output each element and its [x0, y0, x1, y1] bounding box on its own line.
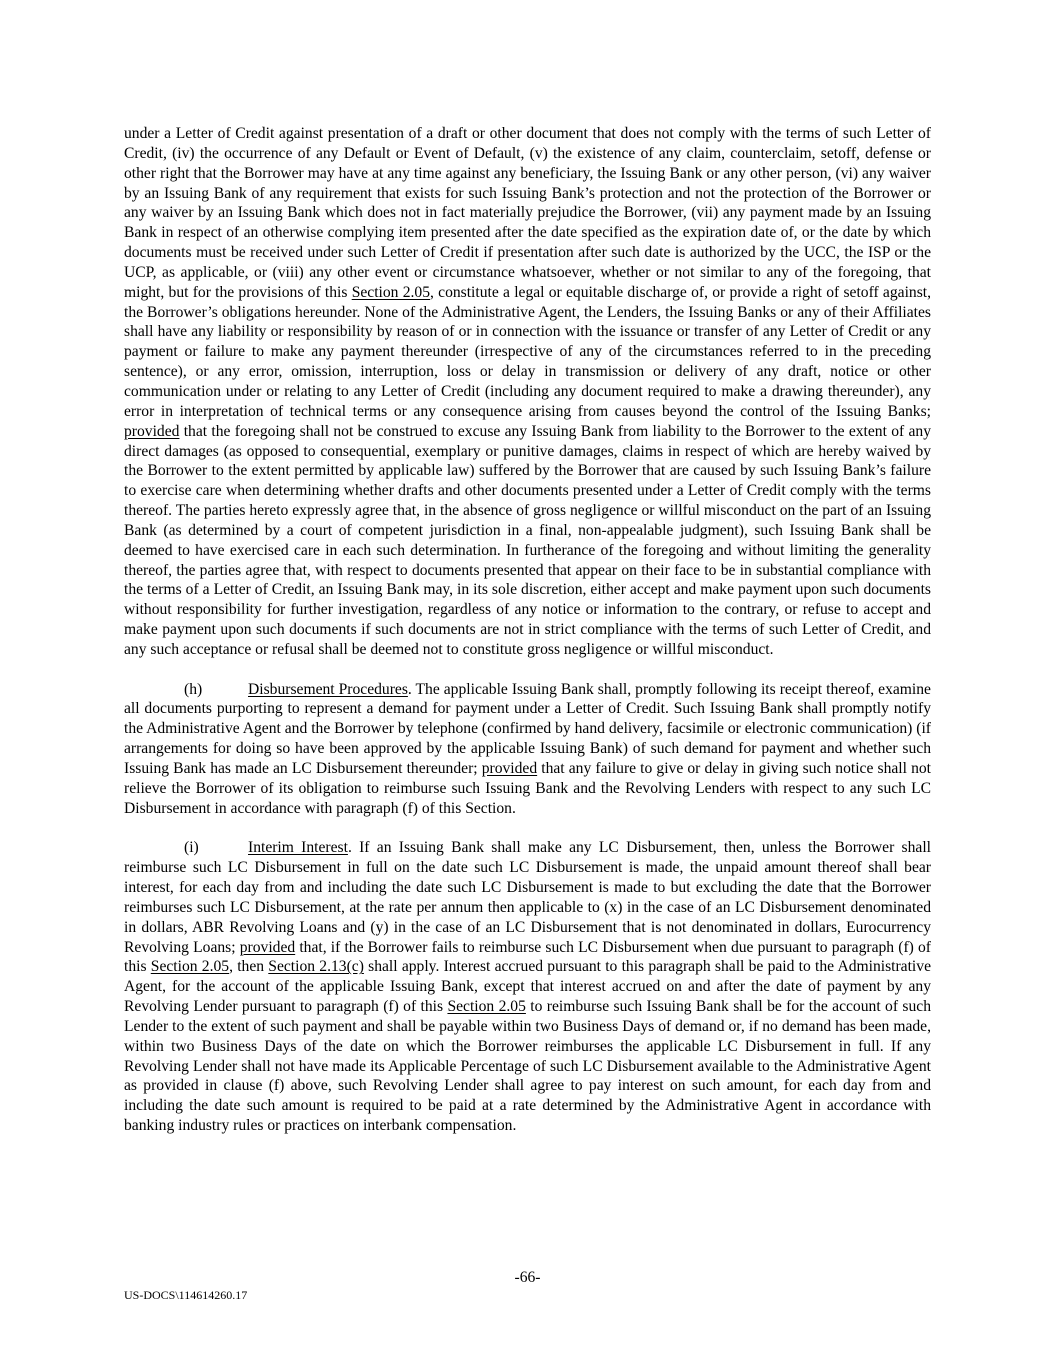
provided-term: provided — [124, 422, 180, 440]
section-reference: Section 2.13(c) — [268, 958, 364, 976]
paragraph-i: (i) Interim Interest. If an Issuing Bank shall make any LC Disbursement, then, unless the Borrower shall reimburse such LC Disbursement in full on the date such LC Disbursement is made, the unpaid amount thereof shall bear interest, for each day from and including the date such LC Disbursement is made to but excluding the date that the Borrower reimburses such LC Disbursement, at the rate per annum then applicable to (x) in the case of an LC Disbursement denominated in dollars, ABR Revolving Loans and (y) in the case of an LC Disbursement that is not denominated in dollars, Eurocurrency Revolving Loans; provided that, if the Borrower fails to reimburse such LC Disbursement when due pursuant to paragraph (f) of this Section 2.05, then Section 2.13(c) shall apply. Interest accrued pursuant to this paragraph shall be paid to the Administrative Agent, for the account of the applicable Issuing Bank, except that interest accrued on and after the date of payment by any Revolving Lender pursuant to paragraph (f) of this Section 2.05 to reimburse such Issuing Bank shall be for the account of such Lender to the extent of such payment and shall be payable within two Business Days of demand or, if no demand has been made, within two Business Days of the date on which the Borrower reimburses the applicable LC Disbursement in full. If any Revolving Lender shall not have made its Applicable Percentage of such LC Disbursement available to the Administrative Agent as provided in clause (f) above, such Revolving Lender shall agree to pay interest on such amount, for each day from and including the date such amount is required to be paid at a rate determined by the Administrative Agent in accordance with banking industry rules or practices on interbank compensation. — [124, 839, 931, 1135]
section-reference: Section 2.05 — [447, 998, 526, 1016]
paragraph-heading: Interim Interest — [248, 839, 348, 857]
provided-term: provided — [481, 759, 538, 777]
section-reference: Section 2.05 — [150, 958, 230, 976]
provided-term: provided — [239, 938, 296, 956]
paragraph-heading: Disbursement Procedures — [248, 680, 408, 698]
paragraph-number: (i) — [184, 839, 199, 857]
paragraph-number: (h) — [184, 680, 203, 698]
page-number: -66- — [514, 1269, 541, 1286]
paragraph-g-continued: under a Letter of Credit against presentation of a draft or other document that does not comply with the terms of such Letter of Credit, (iv) the occurrence of any Default or Event of Default, (v) the existence of any claim, counterclaim, setoff, defense or other right that the Borrower may have at any time against any beneficiary, the Issuing Bank or any other person, (vi) any waiver by an Issuing Bank of any requirement that exists for such Issuing Bank’s protection and not the protection of the Borrower or any waiver by an Issuing Bank which does not in fact materially prejudice the Borrower, (vii) any payment made by an Issuing Bank in respect of an otherwise complying item presented after the date specified as the expiration date of, or the date by which documents must be received under such Letter of Credit if presentation after such date is authorized by the UCC, the ISP or the UCP, as applicable, or (viii) any other event or circumstance whatsoever, whether or not similar to any of the foregoing, that might, but for the provisions of this Section 2.05, constitute a legal or equitable discharge of, or provide a right of setoff against, the Borrower’s obligations hereunder. None of the Administrative Agent, the Lenders, the Issuing Banks or any of their Affiliates shall have any liability or responsibility by reason of or in connection with the issuance or transfer of any Letter of Credit or any payment or failure to make any payment thereunder (irrespective of any of the circumstances referred to in the preceding sentence), or any error, omission, interruption, loss or delay in transmission or delivery of any draft, notice or other communication under or relating to any Letter of Credit (including any document required to make a drawing thereunder), any error in interpretation of technical terms or any consequence arising from causes beyond the control of the Issuing Banks; provided that the foregoing shall not be construed to excuse any Issuing Bank from liability to the Borrower to the extent of any direct damages (as opposed to consequential, exemplary or punitive damages, claims in respect of which are hereby waived by the Borrower to the extent permitted by applicable law) suffered by the Borrower that are caused by such Issuing Bank’s failure to exercise care when determining whether drafts and other documents presented under a Letter of Credit comply with the terms thereof. The parties hereto expressly agree that, in the absence of gross negligence or willful misconduct on the part of an Issuing Bank (as determined by a court of competent jurisdiction in a final, non-appealable judgment), such Issuing Bank shall be deemed to have exercised care in each such determination. In furtherance of the foregoing and without limiting the generality thereof, the parties agree that, with respect to documents presented that appear on their face to be in substantial compliance with the terms of a Letter of Credit, an Issuing Bank may, in its sole discretion, either accept and make payment upon such documents without responsibility for further investigation, regardless of any notice or information to the contrary, or refuse to accept and make payment upon such documents if such documents are not in strict compliance with the terms of such Letter of Credit, and any such acceptance or refusal shall be deemed not to constitute gross negligence or willful misconduct. — [124, 125, 931, 658]
document-id: US-DOCS\114614260.17 — [124, 1288, 248, 1302]
document-body — [124, 124, 931, 1136]
section-reference: Section 2.05 — [351, 283, 430, 301]
paragraph-h: (h) Disbursement Procedures. The applicable Issuing Bank shall, promptly following its receipt thereof, examine all documents purporting to represent a demand for payment under a Letter of Credit. Such Issuing Bank shall promptly notify the Administrative Agent and the Borrower by telephone (confirmed by hand delivery, facsimile or electronic communication) (if arrangements for doing so have been approved by the applicable Issuing Bank) of such demand for payment and whether such Issuing Bank has made an LC Disbursement thereunder; provided that any failure to give or delay in giving such notice shall not relieve the Borrower of its obligation to reimburse such Issuing Bank and the Revolving Lenders with respect to any such LC Disbursement in accordance with paragraph (f) of this Section. — [124, 680, 931, 817]
